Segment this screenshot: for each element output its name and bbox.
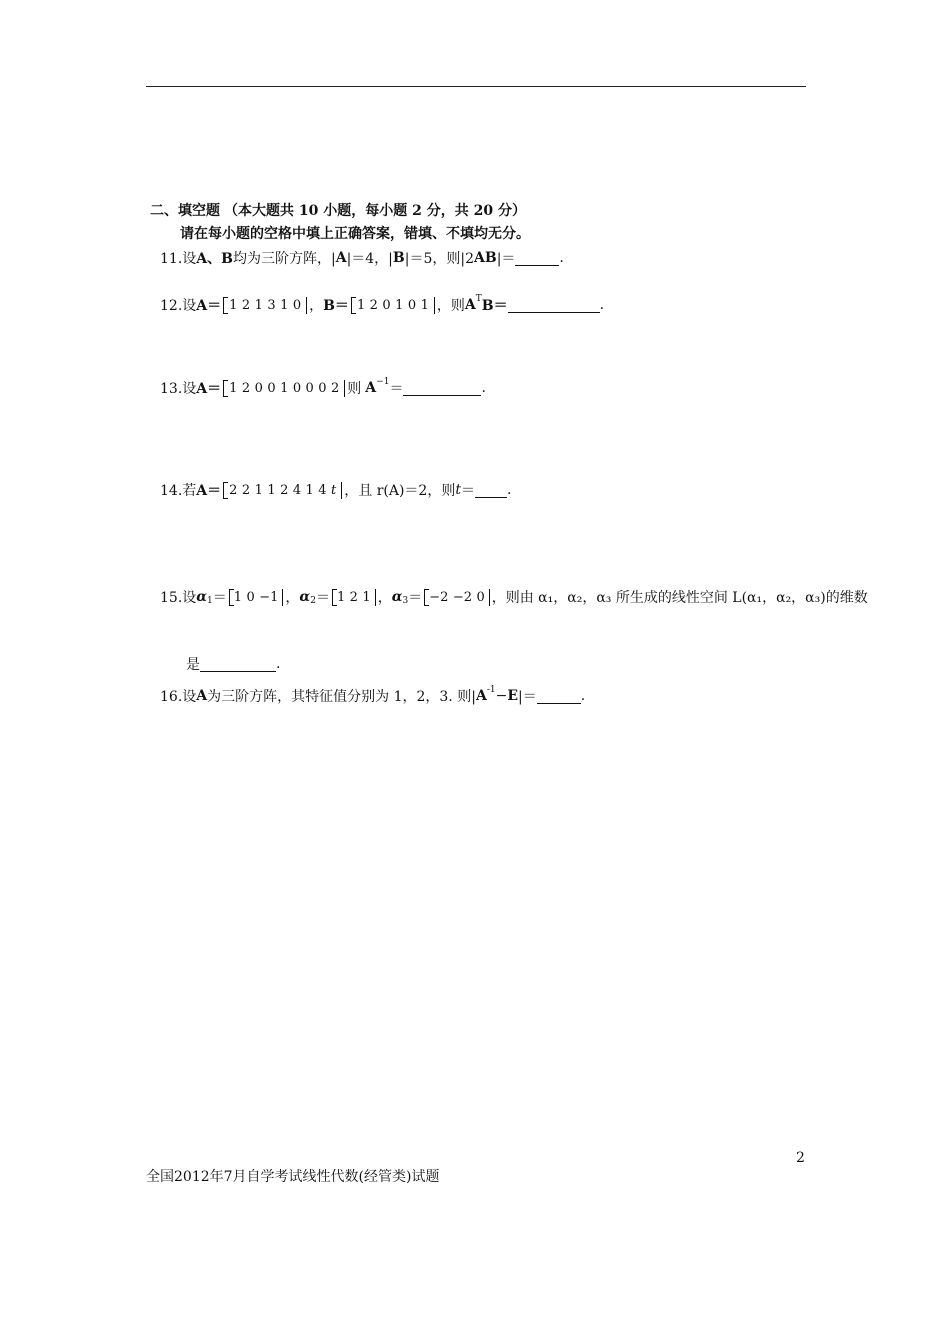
q11-text: |＝ bbox=[496, 251, 516, 267]
matrix-cell: 1 bbox=[267, 482, 276, 498]
matrix-cell: 0 bbox=[407, 297, 417, 313]
matrix-cell: 0 bbox=[318, 380, 327, 396]
matrix-cell: 0 bbox=[254, 380, 263, 396]
matrix-cell: 1 bbox=[280, 297, 289, 313]
q11-text: 均为三阶方阵，| bbox=[232, 251, 336, 267]
q14-matrix-a bbox=[223, 482, 342, 499]
q11-matrix-b: B bbox=[392, 250, 405, 266]
matrix-cell: 1 bbox=[229, 380, 238, 396]
q13-text: ＝ bbox=[389, 381, 404, 397]
q15-text: ＝ bbox=[315, 590, 330, 606]
matrix-cell: 1 bbox=[229, 297, 238, 313]
vector-cell: −2 bbox=[452, 589, 472, 605]
matrix-cell: 2 bbox=[331, 380, 340, 396]
q11-number: 11.设 bbox=[160, 251, 197, 267]
q15-number: 15.设 bbox=[160, 590, 197, 606]
q11-product: AB bbox=[474, 250, 497, 266]
matrix-cell: 4 bbox=[318, 482, 327, 498]
header-rule bbox=[146, 86, 806, 87]
q14-answer-blank bbox=[475, 483, 507, 498]
matrix-cell: 2 bbox=[241, 297, 251, 313]
matrix-cell: 1 bbox=[254, 297, 263, 313]
matrix-cell: 0 bbox=[267, 380, 276, 396]
q12-answer-blank bbox=[508, 298, 600, 313]
question-13 bbox=[160, 340, 486, 436]
q11-matrix-a: A bbox=[335, 250, 347, 266]
matrix-cell: 0 bbox=[292, 380, 302, 396]
q14-number: 14.若 bbox=[160, 483, 197, 499]
matrix-cell: 3 bbox=[267, 297, 276, 313]
question-11 bbox=[160, 248, 564, 268]
matrix-cell: 2 bbox=[241, 380, 251, 396]
q15-answer-blank bbox=[200, 657, 276, 672]
q12-b-label: B＝ bbox=[323, 298, 349, 314]
q13-matrix-a bbox=[223, 380, 345, 397]
matrix-cell: 1 bbox=[395, 297, 404, 313]
q11-answer-blank bbox=[515, 251, 559, 266]
q13-a-label: A＝ bbox=[196, 381, 222, 397]
q15-alpha: α bbox=[196, 589, 208, 605]
q14-period: . bbox=[506, 482, 512, 498]
q13-answer-blank bbox=[403, 381, 481, 396]
q11-text: |＝4，| bbox=[346, 251, 393, 267]
section-instruction: 请在每小题的空格中填上正确答案，错填、不填均无分。 bbox=[180, 226, 530, 242]
q16-period: . bbox=[580, 688, 586, 704]
q12-b: B＝ bbox=[481, 298, 508, 314]
q11-matrices: A、B bbox=[196, 251, 233, 267]
section-subtitle: （本大题共 10 小题，每小题 2 分，共 20 分） bbox=[224, 203, 526, 219]
vector-cell: 1 bbox=[336, 589, 346, 605]
q11-text: |＝5，则|2 bbox=[404, 251, 474, 267]
question-14 bbox=[160, 442, 511, 538]
q15-alpha: α bbox=[299, 589, 311, 605]
matrix-cell: 2 bbox=[241, 482, 251, 498]
q16-answer-blank bbox=[537, 689, 581, 704]
matrix-cell: 0 bbox=[305, 380, 314, 396]
matrix-cell: 0 bbox=[292, 297, 302, 313]
q16-a: A bbox=[196, 688, 208, 704]
matrix-cell: 1 bbox=[305, 482, 314, 498]
q16-text: 为三阶方阵，其特征值分别为 1，2，3. 则| bbox=[207, 689, 476, 705]
q15-sub: 3 bbox=[402, 596, 409, 606]
matrix-cell: 4 bbox=[292, 482, 302, 498]
vector-cell: −1 bbox=[259, 589, 279, 605]
vector-cell: 0 bbox=[476, 589, 485, 605]
q13-number: 13.设 bbox=[160, 381, 197, 397]
q12-a-label: A＝ bbox=[196, 298, 222, 314]
q12-number: 12.设 bbox=[160, 298, 197, 314]
q14-text: ，且 r(A)＝2，则 bbox=[344, 483, 456, 499]
question-15: 15.设 α 1 ＝ 1 0 −1 ， α 2 ＝ 1 2 1 ， α 3 ＝ −2 −2 0 ，则由 α₁，α₂，α₃ 所生成的线性空间 L(α₁，α₂，α₃)的维数 bbox=[160, 589, 868, 606]
q12-matrix-a bbox=[223, 297, 307, 314]
vector-cell: −2 bbox=[429, 589, 449, 605]
matrix-cell: 1 bbox=[254, 482, 263, 498]
q14-t: t bbox=[455, 482, 461, 498]
matrix-cell: 1 bbox=[356, 297, 366, 313]
vector-cell: 1 bbox=[233, 589, 243, 605]
question-12 bbox=[160, 276, 604, 334]
q15-vector-2 bbox=[332, 589, 376, 606]
q12-period: . bbox=[599, 297, 605, 313]
q16-inverse: -1 bbox=[486, 685, 496, 695]
q12-matrix-b bbox=[351, 297, 435, 314]
section-title: 二、填空题 bbox=[150, 203, 220, 219]
q15-period: . bbox=[276, 656, 281, 672]
q15-sub: 2 bbox=[310, 596, 316, 606]
q16-identity: E bbox=[507, 688, 518, 704]
vector-cell: 1 bbox=[362, 589, 371, 605]
q13-a: A bbox=[365, 380, 377, 396]
q15-vector-3 bbox=[424, 589, 490, 606]
question-16 bbox=[160, 686, 585, 706]
q14-a-label: A＝ bbox=[196, 483, 222, 499]
q11-period: . bbox=[559, 250, 564, 266]
q16-text: − bbox=[495, 688, 508, 704]
q12-text: ，则 bbox=[436, 298, 465, 314]
q13-period: . bbox=[481, 380, 486, 396]
q15-text: ＝ bbox=[408, 590, 423, 606]
q15-text: ＝ bbox=[212, 590, 227, 606]
matrix-cell: 0 bbox=[382, 297, 391, 313]
q13-text: 则 bbox=[347, 381, 362, 397]
q15-sub: 1 bbox=[207, 596, 213, 606]
page-number: 2 bbox=[796, 1150, 805, 1166]
matrix-cell: 2 bbox=[369, 297, 378, 313]
q14-text: ＝ bbox=[460, 483, 475, 499]
q13-inverse: −1 bbox=[376, 377, 390, 387]
q16-number: 16.设 bbox=[160, 689, 197, 705]
q15-text: 是 bbox=[186, 657, 200, 673]
q16-text: |＝ bbox=[518, 689, 537, 705]
vector-cell: 2 bbox=[349, 589, 358, 605]
q15-vector-1 bbox=[229, 589, 284, 606]
q16-a-inv: A bbox=[475, 688, 487, 704]
matrix-cell: 1 bbox=[280, 380, 289, 396]
vector-cell: 0 bbox=[246, 589, 255, 605]
q15-alpha: α bbox=[391, 589, 403, 605]
matrix-cell: 2 bbox=[280, 482, 289, 498]
q12-transpose: T bbox=[475, 294, 482, 304]
matrix-cell: t bbox=[331, 482, 337, 498]
section-heading bbox=[150, 202, 526, 220]
matrix-cell: 1 bbox=[420, 297, 429, 313]
q12-a: A bbox=[464, 297, 476, 313]
question-15-continued bbox=[186, 654, 280, 674]
q15-text: ，则由 α₁，α₂，α₃ 所生成的线性空间 L(α₁，α₂，α₃)的维数 bbox=[491, 590, 868, 606]
footer-title: 全国2012年7月自学考试线性代数(经管类)试题 bbox=[146, 1169, 440, 1185]
q12-text: ， bbox=[309, 298, 324, 314]
matrix-cell: 2 bbox=[229, 482, 238, 498]
